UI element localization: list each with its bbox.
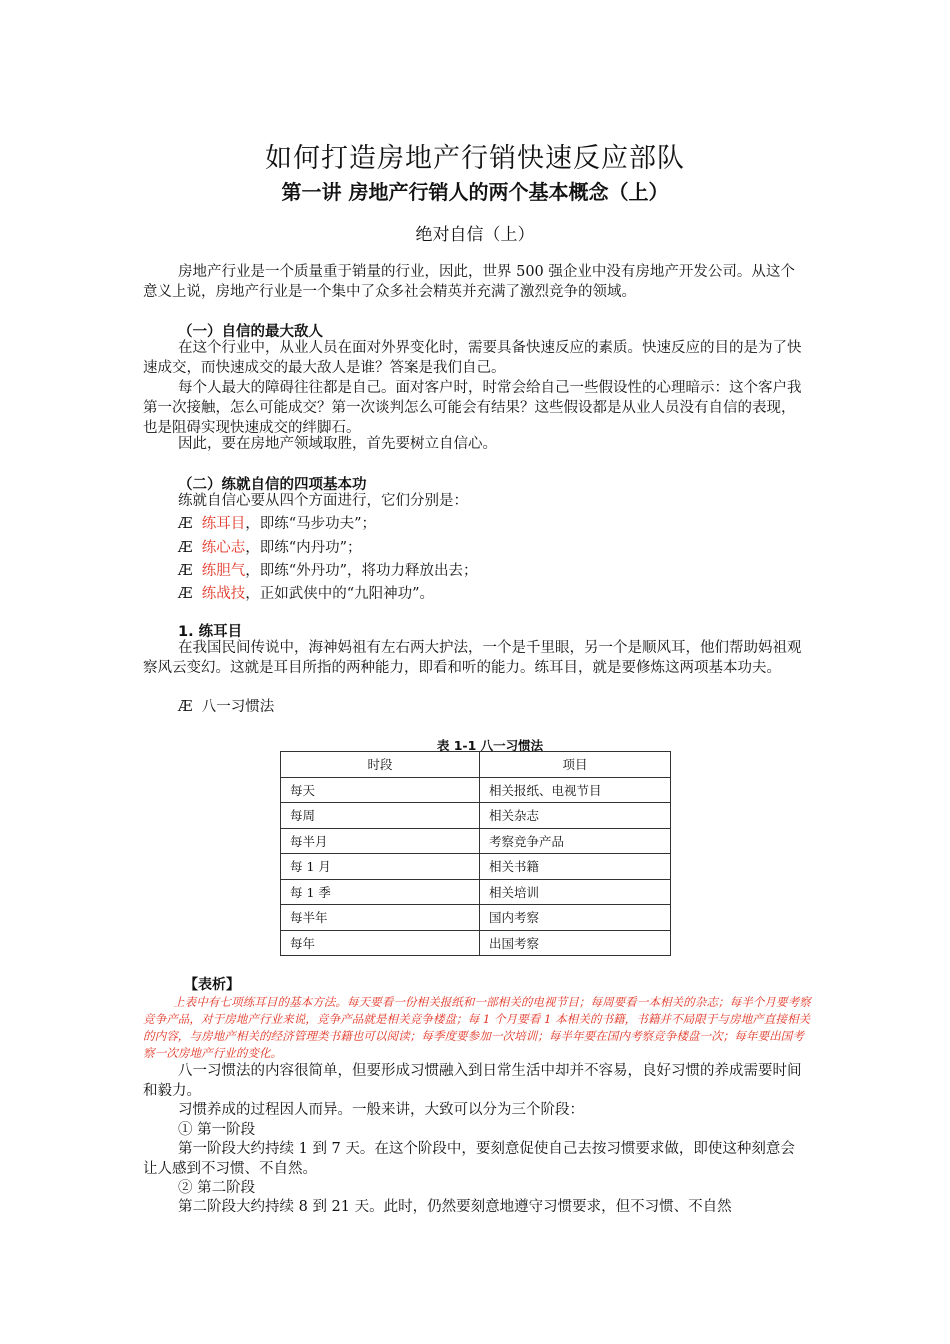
- lecture-title: 第一讲 房地产行销人的两个基本概念（上）: [281, 180, 669, 204]
- table-caption: 表 1-1 八一习惯法: [436, 738, 544, 753]
- heading-four-skills: （二）练就自信的四项基本功: [178, 477, 367, 493]
- paragraph-6: 八一习惯法的内容很简单，但要形成习惯融入到日常生活中却并不容易，良好习惯的养成需要时间和毅力。: [143, 1063, 802, 1099]
- heading-enemy: （一）自信的最大敌人: [178, 324, 323, 340]
- table-cell: 相关书籍: [480, 854, 671, 880]
- table-cell: 每半年: [281, 905, 480, 931]
- bullet-keyword: 练胆气: [201, 563, 246, 579]
- bullet-keyword: 练心志: [201, 540, 246, 556]
- list-item: [178, 584, 434, 604]
- bullet-mark: Æ: [178, 516, 193, 532]
- table-cell: 每 1 季: [281, 879, 480, 905]
- table-cell: 每半月: [281, 828, 480, 854]
- table-cell: 每天: [281, 777, 480, 803]
- table-cell: 相关杂志: [480, 803, 671, 829]
- table-cell: 考察竞争产品: [480, 828, 671, 854]
- table-row: [281, 879, 671, 905]
- stage-1-label: ① 第一阶段: [178, 1122, 256, 1138]
- bullet-mark: Æ: [178, 699, 193, 715]
- table-cell: 每周: [281, 803, 480, 829]
- bullet-text: ，即练“内丹功”；: [245, 540, 362, 556]
- paragraph-1: 在这个行业中，从业人员在面对外界变化时，需要具备快速反应的素质。快速反应的目的是为了快速成交，而快速成交的最大敌人是谁？答案是我们自己。: [143, 340, 802, 376]
- paragraph-4: 练就自信心要从四个方面进行，它们分别是：: [178, 493, 468, 509]
- table-row: [281, 828, 671, 854]
- habit-table: [280, 751, 671, 956]
- bullet-text: ，正如武侠中的“九阳神功”。: [245, 586, 435, 602]
- column-header: 时段: [281, 752, 480, 778]
- intro-paragraph: 房地产行业是一个质量重于销量的行业，因此，世界 500 强企业中没有房地产开发公司。从这个意义上说，房地产行业是一个集中了众多社会精英并充满了激烈竞争的领域。: [143, 264, 795, 300]
- bullet-keyword: 练战技: [201, 586, 246, 602]
- table-cell: 出国考察: [480, 930, 671, 956]
- heading-ear-eye: 1. 练耳目: [178, 624, 243, 640]
- paragraph-5: 在我国民间传说中，海神妈祖有左右两大护法，一个是千里眼，另一个是顺风耳，他们帮助妈祖观察风云变幻。这就是耳目所指的两种能力，即看和听的能力。练耳目，就是要修炼这两项基本功夫。: [143, 640, 802, 676]
- bullet-text: ，即练“马步功夫”；: [245, 516, 377, 532]
- list-item: [178, 514, 376, 534]
- list-item: [178, 538, 362, 558]
- list-item: [178, 561, 478, 581]
- paragraph-9: 第二阶段大约持续 8 到 21 天。此时，仍然要刻意地遵守习惯要求，但不习惯、不自然: [178, 1199, 732, 1215]
- table-row: [281, 777, 671, 803]
- bullet-text: 八一习惯法: [201, 699, 275, 715]
- column-header: 项目: [480, 752, 671, 778]
- bullet-keyword: 练耳目: [201, 516, 246, 532]
- list-item: [178, 697, 274, 717]
- table-row: [281, 854, 671, 880]
- paragraph-2: 每个人最大的障碍往往都是自己。面对客户时，时常会给自己一些假设性的心理暗示：这个客户我第一次接触，怎么可能成交？第一次谈判怎么可能会有结果？这些假设都是从业人员没有自信的表现，也是阻碍实现快速成交的绊脚石。: [143, 380, 802, 436]
- table-header-row: [281, 752, 671, 778]
- bullet-mark: Æ: [178, 563, 193, 579]
- bullet-text: ，即练“外丹功”，将功力释放出去；: [245, 563, 478, 579]
- bullet-mark: Æ: [178, 586, 193, 602]
- table-cell: 国内考察: [480, 905, 671, 931]
- table-cell: 相关报纸、电视节目: [480, 777, 671, 803]
- table-cell: 每 1 月: [281, 854, 480, 880]
- paragraph-7: 习惯养成的过程因人而异。一般来讲，大致可以分为三个阶段：: [178, 1102, 584, 1118]
- analysis-label: 【表析】: [184, 977, 240, 993]
- doc-title: 如何打造房地产行销快速反应部队: [265, 143, 685, 174]
- table-cell: 每年: [281, 930, 480, 956]
- table-row: [281, 803, 671, 829]
- paragraph-8: 第一阶段大约持续 1 到 7 天。在这个阶段中，要刻意促使自己去按习惯要求做，即使这种刻意会让人感到不习惯、不自然。: [143, 1141, 795, 1177]
- paragraph-3: 因此，要在房地产领域取胜，首先要树立自信心。: [178, 436, 497, 452]
- analysis-text: 上表中有七项练耳目的基本方法。每天要看一份相关报纸和一部相关的电视节目；每周要看一本相关的杂志；每半个月要考察竞争产品，对于房地产行业来说，竞争产品就是相关竞争楼盘；每 1 个月要看 1 本相关的书籍，书籍并不局限于与房地产直接相关的内容，与房地产相关的经济管理类书籍也可以阅读；每季度要参加一次培训；每半年要在国内考察竞争楼盘一次；每年要出国考察一次房地产行业的变化。: [143, 995, 811, 1060]
- section-title: 绝对自信（上）: [415, 225, 535, 245]
- table-row: [281, 930, 671, 956]
- table-cell: 相关培训: [480, 879, 671, 905]
- table-row: [281, 905, 671, 931]
- stage-2-label: ② 第二阶段: [178, 1180, 256, 1196]
- bullet-mark: Æ: [178, 540, 193, 556]
